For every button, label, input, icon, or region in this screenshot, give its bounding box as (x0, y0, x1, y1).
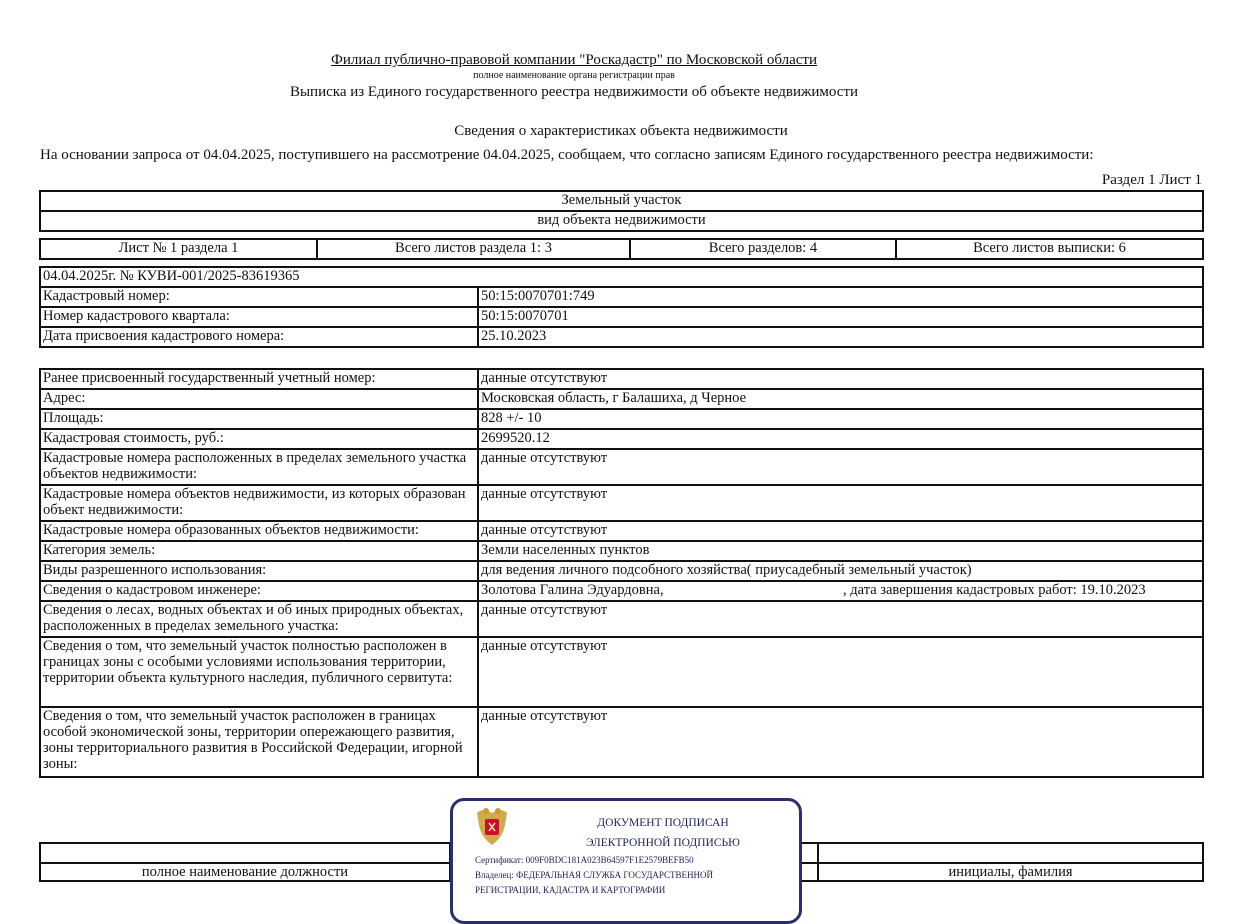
table-row (40, 369, 1203, 389)
table-row (40, 637, 1203, 707)
stamp-line1: ДОКУМЕНТ ПОДПИСАН (597, 817, 729, 829)
ids-table (39, 266, 1204, 348)
assignment-date: 25.10.2023 (478, 327, 1203, 347)
signature-stamp (450, 798, 802, 924)
details-table (39, 368, 1204, 778)
table-row (40, 707, 1203, 777)
engineer-info (478, 581, 1203, 601)
row-label: Сведения о том, что земельный участок полностью расположен в границах зоны с особыми условиями использования территории, территории объекта культурного наследия, публичного сервитута: (40, 637, 478, 707)
address-value: Московская область, г Балашиха, д Черное (478, 389, 1203, 409)
intro-text: На основании запроса от 04.04.2025, поступившего на рассмотрение 04.04.2025, сообщаем, что согласно записям Единого государственного реестра недвижимости: (40, 147, 1094, 163)
certificate-owner-cont: РЕГИСТРАЦИИ, КАДАСТРА И КАРТОГРАФИИ (475, 885, 666, 895)
row-value: данные отсутствуют (478, 707, 1203, 777)
cadastral-value: 2699520.12 (478, 429, 1203, 449)
table-row (40, 327, 1203, 347)
object-type: Земельный участок (40, 191, 1203, 211)
table-row (40, 449, 1203, 485)
area-value: 828 +/- 10 (478, 409, 1203, 429)
table-row (40, 521, 1203, 541)
document-title: Выписка из Единого государственного реестра недвижимости об объекте недвижимости (289, 84, 859, 100)
record-number: 04.04.2025г. № КУВИ-001/2025-83619365 (40, 267, 1203, 287)
engineer-name: Золотова Галина Эдуардовна, (481, 582, 664, 598)
row-value: данные отсутствуют (478, 521, 1203, 541)
engineer-work-date: , дата завершения кадастровых работ: 19.10.2023 (843, 582, 1146, 598)
row-label: Кадастровый номер: (40, 287, 478, 307)
table-row (40, 541, 1203, 561)
row-label: Площадь: (40, 409, 478, 429)
position-caption: полное наименование должности (40, 863, 450, 881)
organization-name: Филиал публично-правовой компании "Роскадастр" по Московской области (330, 52, 818, 68)
row-label: Сведения о лесах, водных объектах и об иных природных объектах, расположенных в пределах земельного участка: (40, 601, 478, 637)
table-row (40, 307, 1203, 327)
section-sheets: Всего листов раздела 1: 3 (317, 239, 630, 259)
cadastral-number: 50:15:0070701:749 (478, 287, 1203, 307)
row-value: данные отсутствуют (478, 449, 1203, 485)
table-row (40, 429, 1203, 449)
row-label: Кадастровая стоимость, руб.: (40, 429, 478, 449)
sections-count: Всего разделов: 4 (630, 239, 896, 259)
row-label: Виды разрешенного использования: (40, 561, 478, 581)
row-label: Кадастровые номера объектов недвижимости, из которых образован объект недвижимости: (40, 485, 478, 521)
table-row (40, 561, 1203, 581)
table-row (40, 601, 1203, 637)
section-sheet: Раздел 1 Лист 1 (1101, 172, 1202, 188)
row-label: Кадастровые номера образованных объектов недвижимости: (40, 521, 478, 541)
organization-caption: полное наименование органа регистрации прав (473, 70, 675, 81)
row-label: Адрес: (40, 389, 478, 409)
stamp-line2: ЭЛЕКТРОННОЙ ПОДПИСЬЮ (586, 837, 740, 849)
row-label: Категория земель: (40, 541, 478, 561)
row-label: Кадастровые номера расположенных в пределах земельного участка объектов недвижимости: (40, 449, 478, 485)
emblem-icon (473, 805, 511, 847)
table-row (40, 409, 1203, 429)
row-label: Сведения о кадастровом инженере: (40, 581, 478, 601)
row-value: данные отсутствуют (478, 637, 1203, 707)
row-label: Дата присвоения кадастрового номера: (40, 327, 478, 347)
total-sheets: Всего листов выписки: 6 (896, 239, 1203, 259)
row-label: Сведения о том, что земельный участок расположен в границах особой экономической зоны, территории опережающего развития, зоны территориального развития в Российской Федерации, игорной зоны: (40, 707, 478, 777)
sheet-info-table (39, 238, 1204, 260)
row-value: данные отсутствуют (478, 601, 1203, 637)
object-type-caption: вид объекта недвижимости (40, 211, 1203, 231)
land-category: Земли населенных пунктов (478, 541, 1203, 561)
row-label: Ранее присвоенный государственный учетный номер: (40, 369, 478, 389)
certificate-number: Сертификат: 009F0BDC181A023B64597F1E2579BEFB50 (475, 855, 694, 865)
table-row (40, 485, 1203, 521)
cadastral-quarter: 50:15:0070701 (478, 307, 1203, 327)
row-label: Номер кадастрового квартала: (40, 307, 478, 327)
table-row (40, 389, 1203, 409)
table-row (40, 581, 1203, 601)
row-value: данные отсутствуют (478, 485, 1203, 521)
sheet-number: Лист № 1 раздела 1 (40, 239, 317, 259)
section-title: Сведения о характеристиках объекта недвижимости (454, 123, 788, 139)
table-row (40, 287, 1203, 307)
row-value: данные отсутствуют (478, 369, 1203, 389)
permitted-use: для ведения личного подсобного хозяйства( приусадебный земельный участок) (478, 561, 1203, 581)
certificate-owner: Владелец: ФЕДЕРАЛЬНАЯ СЛУЖБА ГОСУДАРСТВЕННОЙ (475, 870, 714, 880)
object-type-table (39, 190, 1204, 232)
name-caption: инициалы, фамилия (818, 863, 1203, 881)
